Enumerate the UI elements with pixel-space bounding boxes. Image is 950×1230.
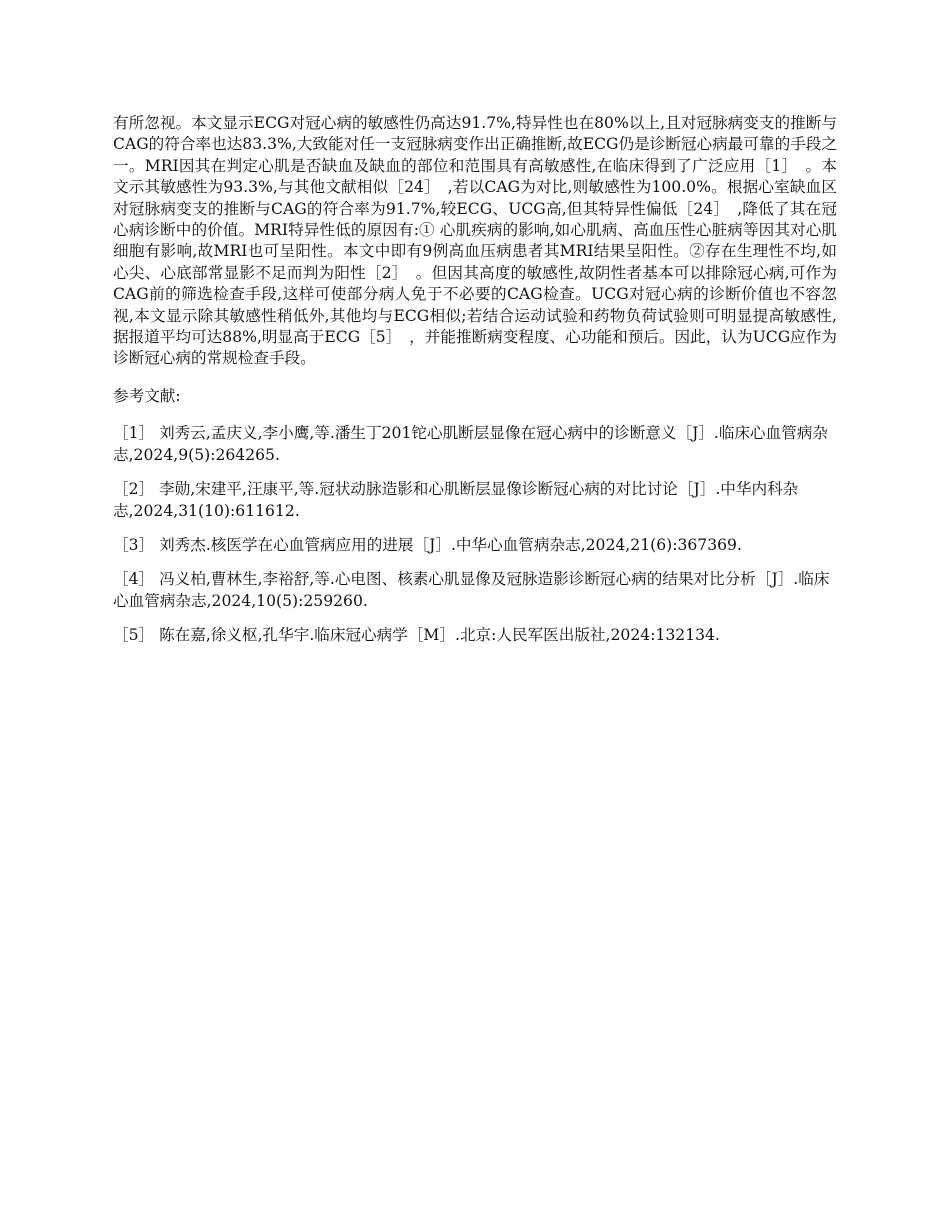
document-page xyxy=(113,113,837,660)
reference-item-5: ［5］ 陈在嘉,徐义枢,孔华宇.临床冠心病学［M］.北京:人民军医出版社,2024:132134. xyxy=(113,626,720,645)
body-paragraph: 有所忽视。本文显示ECG对冠心病的敏感性仍高达91.7%,特异性也在80%以上,且对冠脉病变支的推断与CAG的符合率也达83.3%,大致能对任一支冠脉病变作出正确推断,故ECG仍是诊断冠心病最可靠的手段之一。MRI因其在判定心肌是否缺血及缺血的部位和范围具有高敏感性,在临床得到了广泛应用［1］ 。本文示其敏感性为93.3%,与其他文献相似［24］ ,若以CAG为对比,则敏感性为100.0%。根据心室缺血区对冠脉病变支的推断与CAG的符合率为91.7%,较ECG、UCG高,但其特异性偏低［24］ ,降低了其在冠心病诊断中的价值。MRI特异性低的原因有:① 心肌疾病的影响,如心肌病、高血压性心脏病等因其对心肌细胞有影响,故MRI也可呈阳性。本文中即有9例高血压病患者其MRI结果呈阳性。②存在生理性不均,如心尖、心底部常显影不足而判为阳性［2］ 。但因其高度的敏感性,故阴性者基本可以排除冠心病,可作为CAG前的筛选检查手段,这样可使部分病人免于不必要的CAG检查。UCG对冠心病的诊断价值也不容忽视,本文显示除其敏感性稍低外,其他均与ECG相似;若结合运动试验和药物负荷试验则可明显提高敏感性,据报道平均可达88%,明显高于ECG［5］ ，并能推断病变程度、心功能和预后。因此，认为UCG应作为诊断冠心病的常规检查手段。 xyxy=(113,114,837,368)
reference-item-3: ［3］ 刘秀杰.核医学在心血管病应用的进展［J］.中华心血管病杂志,2024,21(6):367369. xyxy=(113,535,742,554)
references-heading: 参考文献: xyxy=(113,386,181,405)
reference-item-1: ［1］ 刘秀云,孟庆义,李小鹰,等.潘生丁201铊心肌断层显像在冠心病中的诊断意义［J］.临床心血管病杂志,2024,9(5):264265. xyxy=(113,424,829,464)
reference-item-2: ［2］ 李勋,宋建平,汪康平,等.冠状动脉造影和心肌断层显像诊断冠心病的对比讨论［J］.中华内科杂志,2024,31(10):611612. xyxy=(113,480,799,520)
reference-item-4: ［4］ 冯义柏,曹林生,李裕舒,等.心电图、核素心肌显像及冠脉造影诊断冠心病的结果对比分析［J］.临床心血管病杂志,2024,10(5):259260. xyxy=(113,570,830,610)
reference-list xyxy=(113,423,837,646)
